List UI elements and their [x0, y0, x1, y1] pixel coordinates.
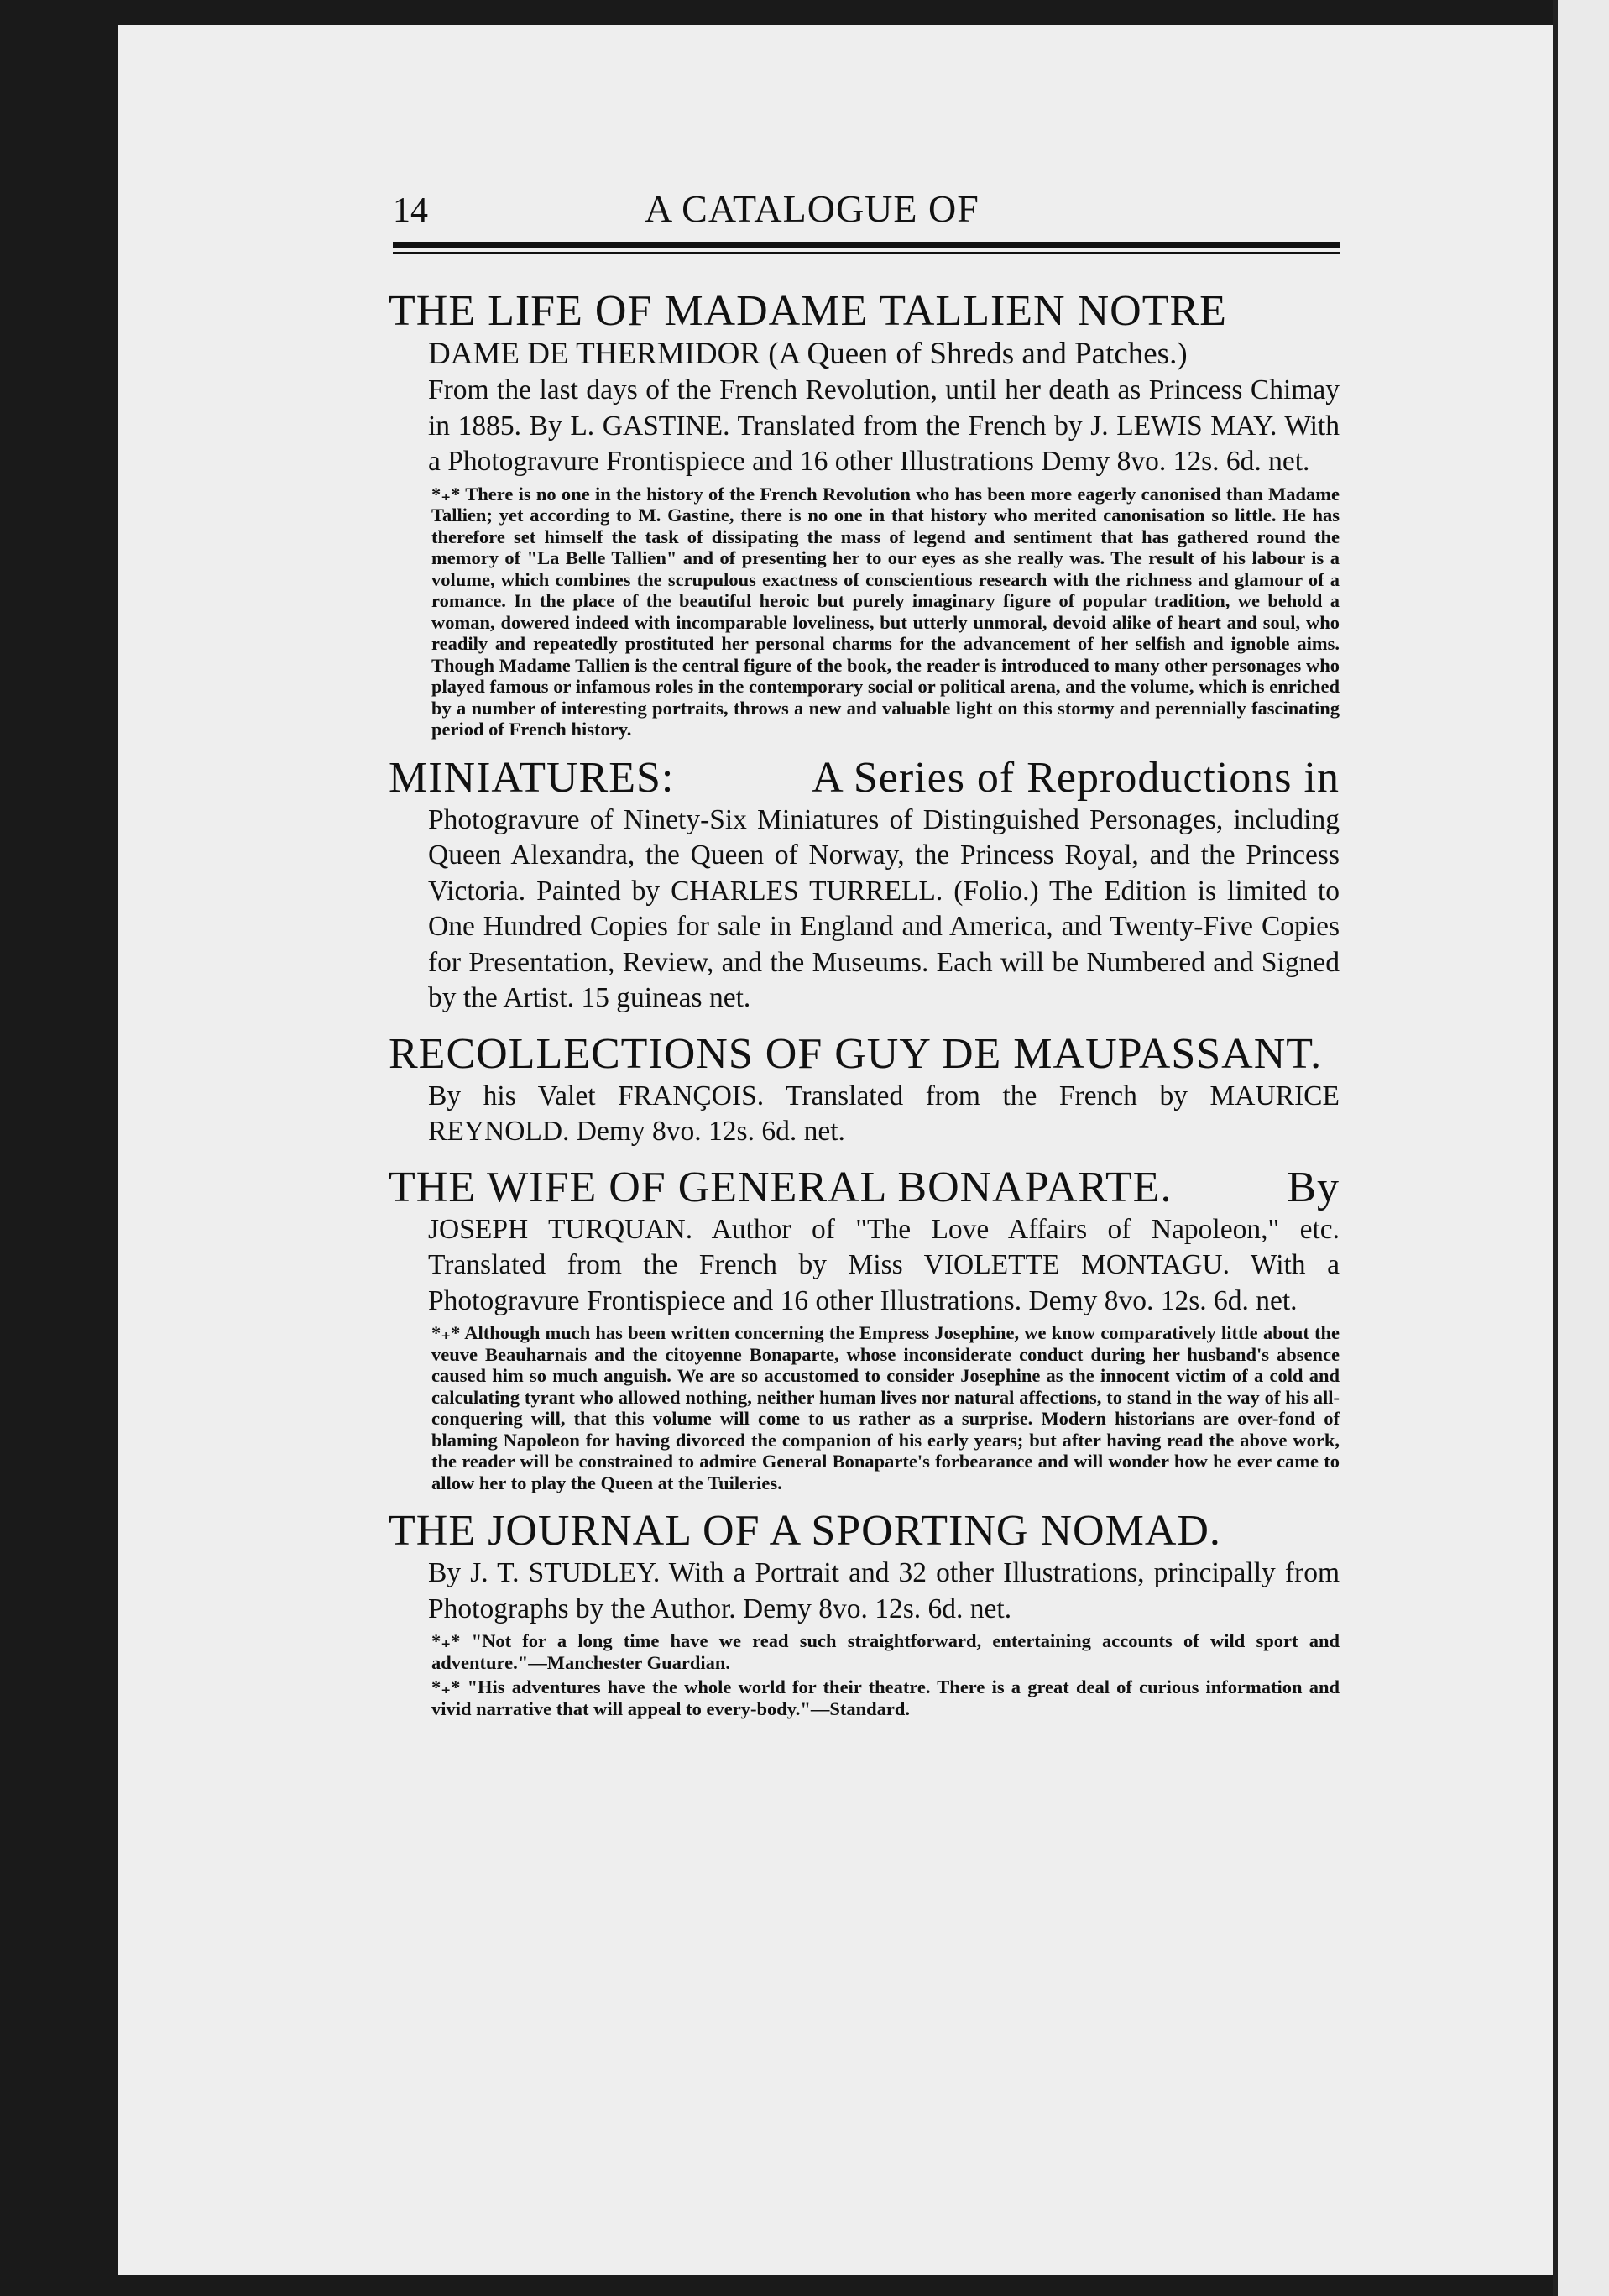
running-title: A CATALOGUE OF — [645, 187, 980, 230]
entry-description: From the last days of the French Revolution, until her death as Princess Chimay in 1885. By L. GASTINE. Translated from the French by J. LEWIS MAY. With a Photogravure Frontispiece and 16 other Illustrations Demy 8vo. 12s. 6d. net. — [428, 374, 1340, 477]
catalogue-entry — [389, 1163, 1340, 1494]
entry-review-quote: *₊* "Not for a long time have we read such straightforward, entertaining accounts of wild sport and adventure."—Manchester Guardian. — [431, 1630, 1340, 1673]
header-rule-thin — [393, 252, 1340, 254]
entry-title: THE JOURNAL OF A SPORTING NOMAD. — [389, 1507, 1221, 1555]
entry-title: RECOLLECTIONS OF GUY DE MAUPASSANT. — [389, 1029, 1323, 1078]
catalogue-entry — [389, 287, 1340, 740]
entry-description: JOSEPH TURQUAN. Author of "The Love Affairs of Napoleon," etc. Translated from the French by Miss VIOLETTE MONTAGU. With a Photogravure Frontispiece and 16 other Illustrations. Demy 8vo. 12s. 6d. net. — [428, 1213, 1340, 1316]
catalogue-entry — [389, 1029, 1340, 1150]
entry-title-rest: By — [1287, 1163, 1340, 1211]
page-content — [389, 186, 1340, 1733]
entry-title: THE LIFE OF MADAME TALLIEN NOTRE — [389, 287, 1227, 335]
adjacent-page-edge — [1553, 0, 1609, 2296]
page-number: 14 — [393, 191, 428, 230]
entry-description: By J. T. STUDLEY. With a Portrait and 32 other Illustrations, principally from Photographs by the Author. Demy 8vo. 12s. 6d. net. — [428, 1557, 1340, 1624]
entry-note: *₊* Although much has been written concerning the Empress Josephine, we know comparatively little about the veuve Beauharnais and the citoyenne Bonaparte, whose inconsiderate conduct during her husband's absence caused him so much anguish. We are so accustomed to consider Josephine as the innocent victim of a cold and calculating tyrant who allowed nothing, neither human lives nor natural affections, to stand in the way of his all-conquering will, that this volume will come to us rather as a surprise. Modern historians are over-fond of blaming Napoleon for having divorced the companion of his early years; but after having read the above work, the reader will be constrained to admire General Bonaparte's forbearance and will wonder how he ever came to allow her to play the Queen at the Tuileries. — [431, 1322, 1340, 1493]
catalogue-entry — [389, 1507, 1340, 1719]
entry-title-rest: A Series of Reproductions in — [812, 753, 1340, 802]
entry-title-main: MINIATURES: — [389, 753, 675, 802]
entry-subtitle: DAME DE THERMIDOR (A Queen of Shreds and Patches.) — [428, 337, 1188, 371]
page-header — [393, 186, 1340, 235]
entry-review-quote: *₊* "His adventures have the whole world for their theatre. There is a great deal of curious information and vivid narrative that will appeal to every-body."—Standard. — [431, 1676, 1340, 1719]
entry-title — [389, 1164, 1340, 1212]
entry-title-main: THE WIFE OF GENERAL BONAPARTE. — [389, 1163, 1173, 1211]
entry-description: Photogravure of Ninety-Six Miniatures of Distinguished Personages, including Queen Alexandra, the Queen of Norway, the Princess Royal, and the Princess Victoria. Painted by CHARLES TURRELL. (Folio.) The Edition is limited to One Hundred Copies for sale in England and America, and Twenty-Five Copies for Presentation, Review, and the Museums. Each will be Numbered and Signed by the Artist. 15 guineas net. — [428, 803, 1340, 1013]
entry-note: *₊* There is no one in the history of the French Revolution who has been more eagerly canonised than Madame Tallien; yet according to M. Gastine, there is no one in that history who merited canonisation so little. He has therefore set himself the task of dissipating the mass of legend and sentiment that has gathered round the memory of "La Belle Tallien" and of presenting her to our eyes as she really was. The result of his labour is a volume, which combines the scrupulous exactness of conscientious research with the richness and glamour of a romance. In the place of the beautiful heroic but purely imaginary figure of popular tradition, we behold a woman, dowered indeed with incomparable loveliness, but utterly unmoral, devoid alike of heart and soul, who readily and repeatedly prostituted her personal charms for the advancement of her selfish and ignoble aims. Though Madame Tallien is the central figure of the book, the reader is introduced to many other personages who played famous or infamous roles in the contemporary social or political arena, and the volume, which is enriched by a number of interesting portraits, throws a new and valuable light on this stormy and perennially fascinating period of French history. — [431, 483, 1340, 740]
catalogue-entry — [389, 753, 1340, 1017]
entry-description: By his Valet FRANÇOIS. Translated from the French by MAURICE REYNOLD. Demy 8vo. 12s. 6d. net. — [428, 1080, 1340, 1147]
header-rule-thick — [393, 242, 1340, 248]
entry-title — [389, 754, 1340, 803]
